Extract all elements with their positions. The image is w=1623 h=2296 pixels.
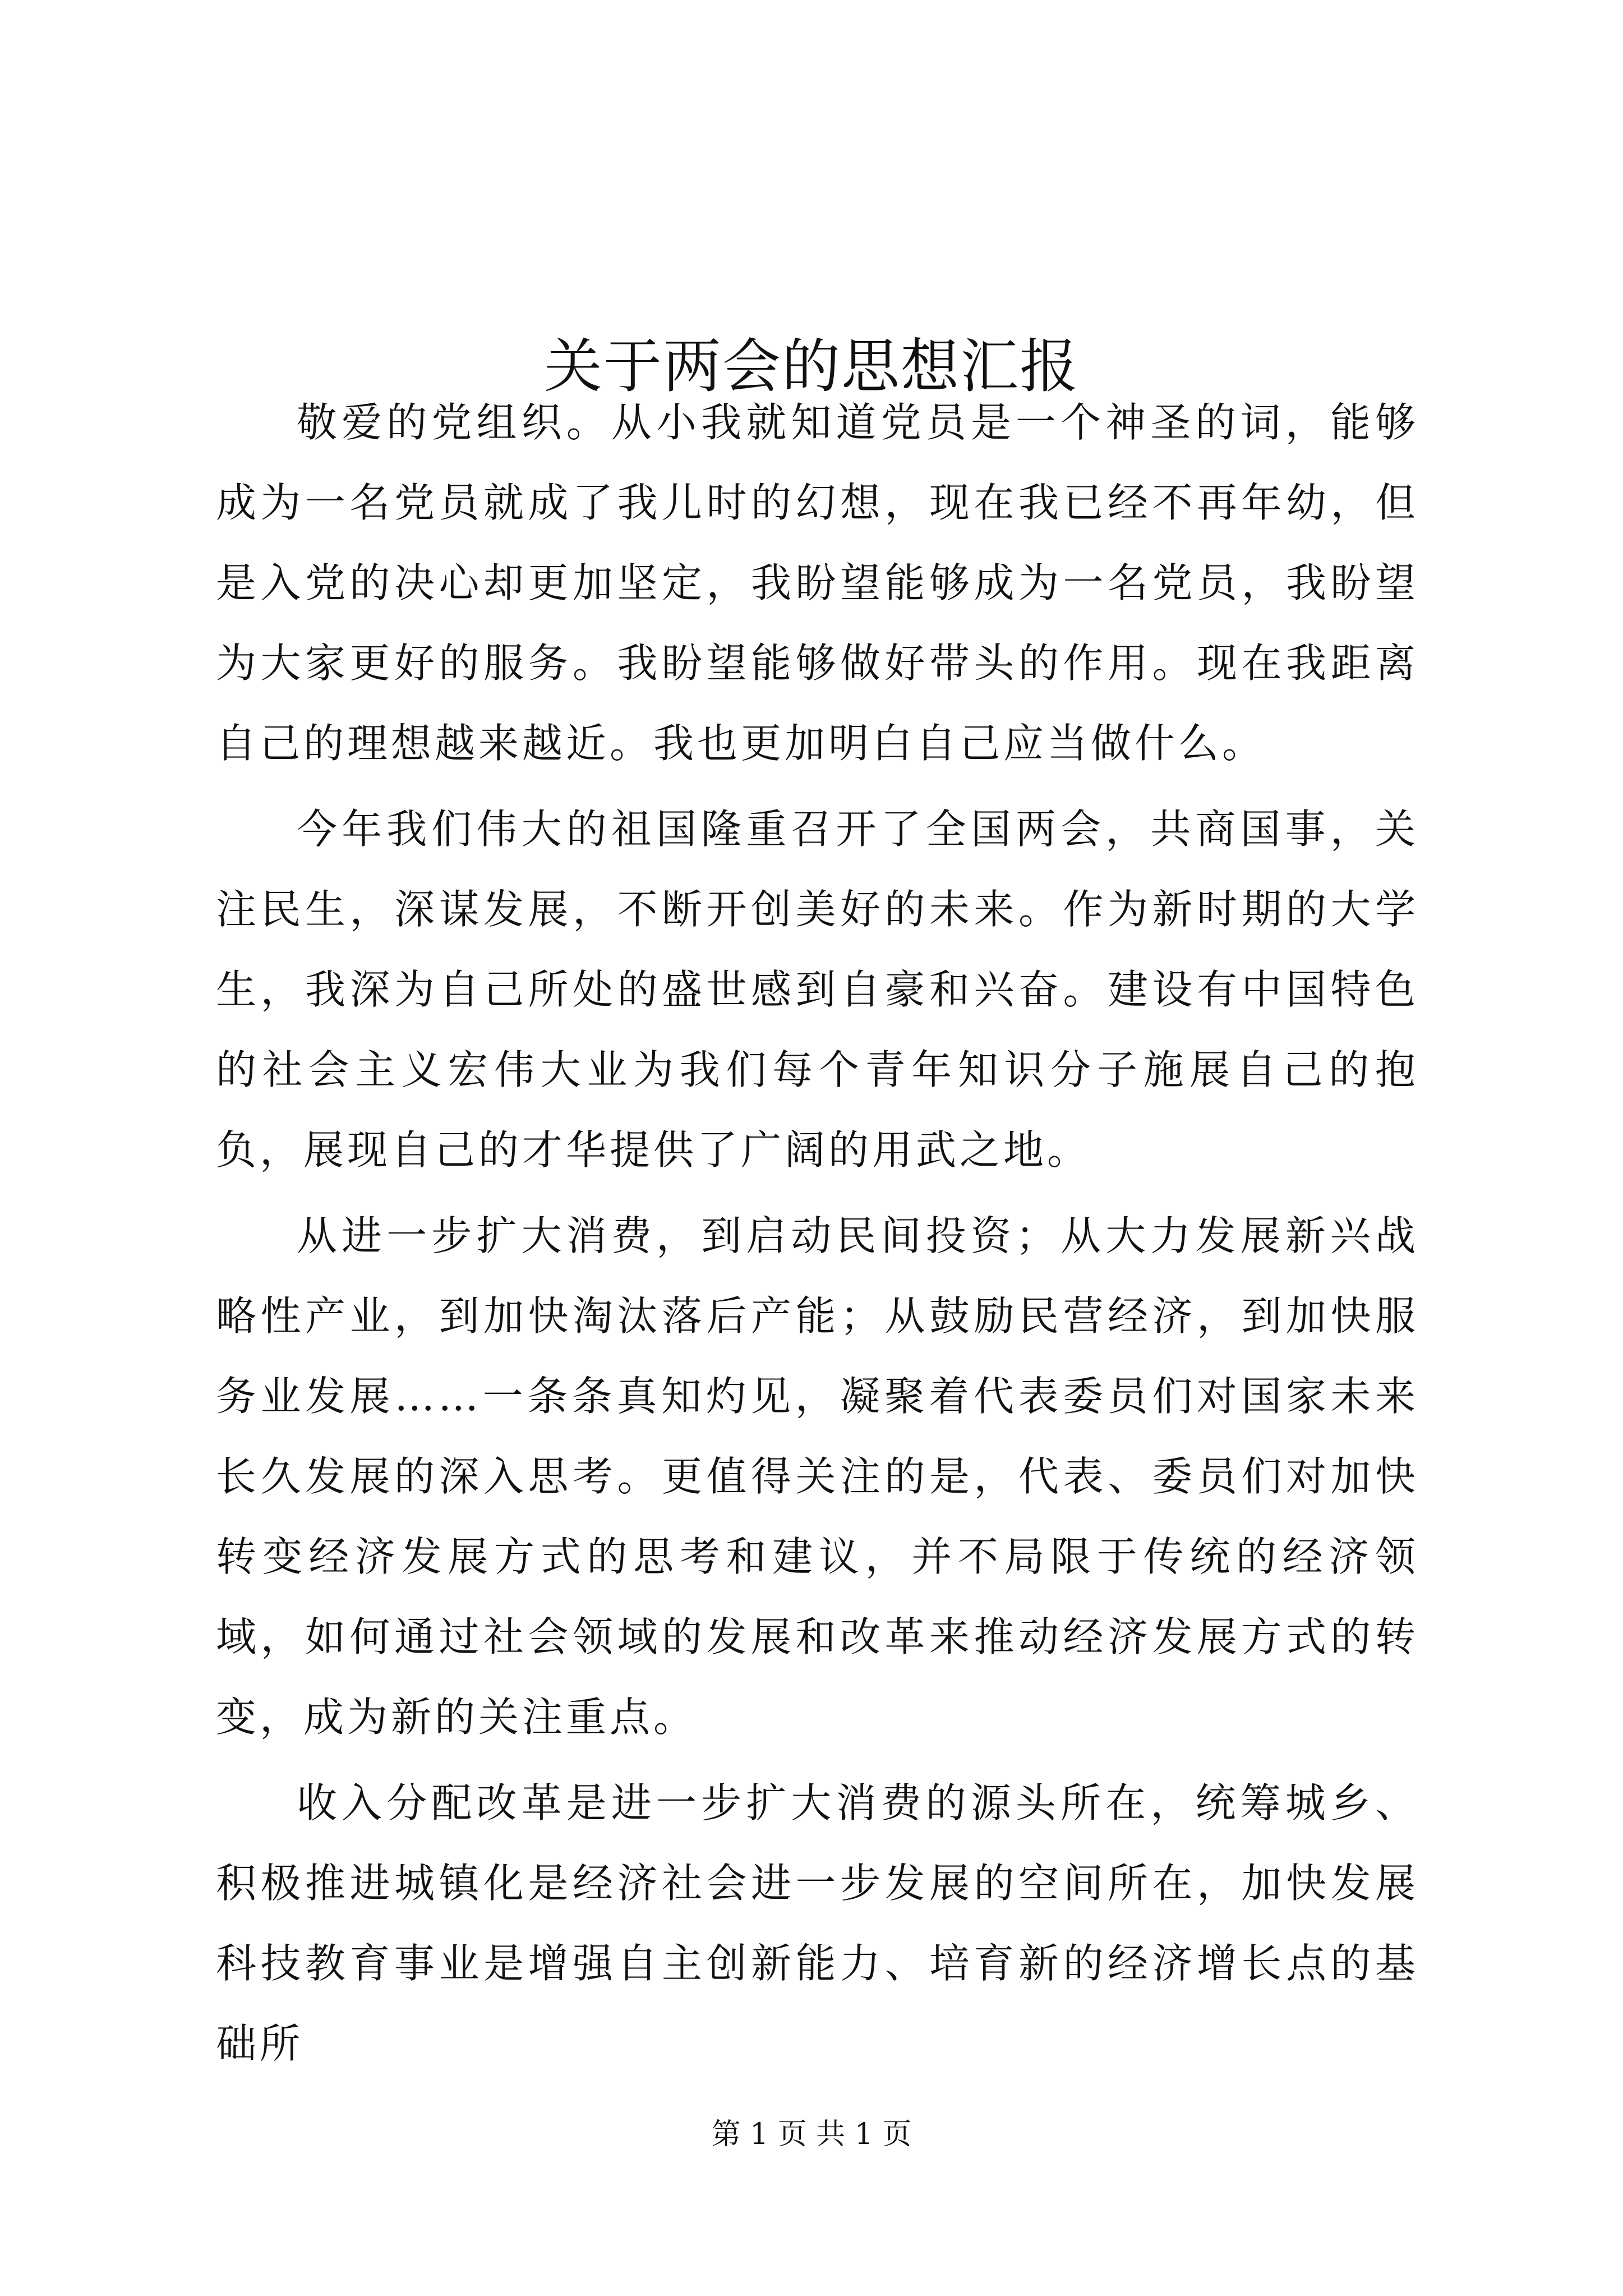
document-body xyxy=(216,383,1419,2090)
paragraph-4: 收入分配改革是进一步扩大消费的源头所在，统筹城乡、积极推进城镇化是经济社会进一步发展的空间所在，加快发展科技教育事业是增强自主创新能力、培育新的经济增长点的基础所 xyxy=(216,1779,1419,2067)
paragraph-1: 敬爱的党组织。从小我就知道党员是一个神圣的词，能够成为一名党员就成了我儿时的幻想，现在我已经不再年幼，但是入党的决心却更加坚定，我盼望能够成为一名党员，我盼望为大家更好的服务。我盼望能够做好带头的作用。现在我距离自己的理想越来越近。我也更加明白自己应当做什么。 xyxy=(216,399,1419,767)
page-footer: 第 1 页 共 1 页 xyxy=(711,2118,912,2151)
paragraph-3: 从进一步扩大消费，到启动民间投资；从大力发展新兴战略性产业，到加快淘汰落后产能；从鼓励民营经济，到加快服务业发展……一条条真知灼见，凝聚着代表委员们对国家未来长久发展的深入思考。更值得关注的是，代表、委员们对加快转变经济发展方式的思考和建议，并不局限于传统的经济领域，如何通过社会领域的发展和改革来推动经济发展方式的转变，成为新的关注重点。 xyxy=(216,1212,1419,1741)
document-title: 关于两会的思想汇报 xyxy=(543,332,1079,401)
paragraph-2: 今年我们伟大的祖国隆重召开了全国两会，共商国事，关注民生，深谋发展，不断开创美好的未来。作为新时期的大学生，我深为自己所处的盛世感到自豪和兴奋。建设有中国特色的社会主义宏伟大业为我们每个青年知识分子施展自己的抱负，展现自己的才华提供了广阔的用武之地。 xyxy=(216,806,1419,1174)
